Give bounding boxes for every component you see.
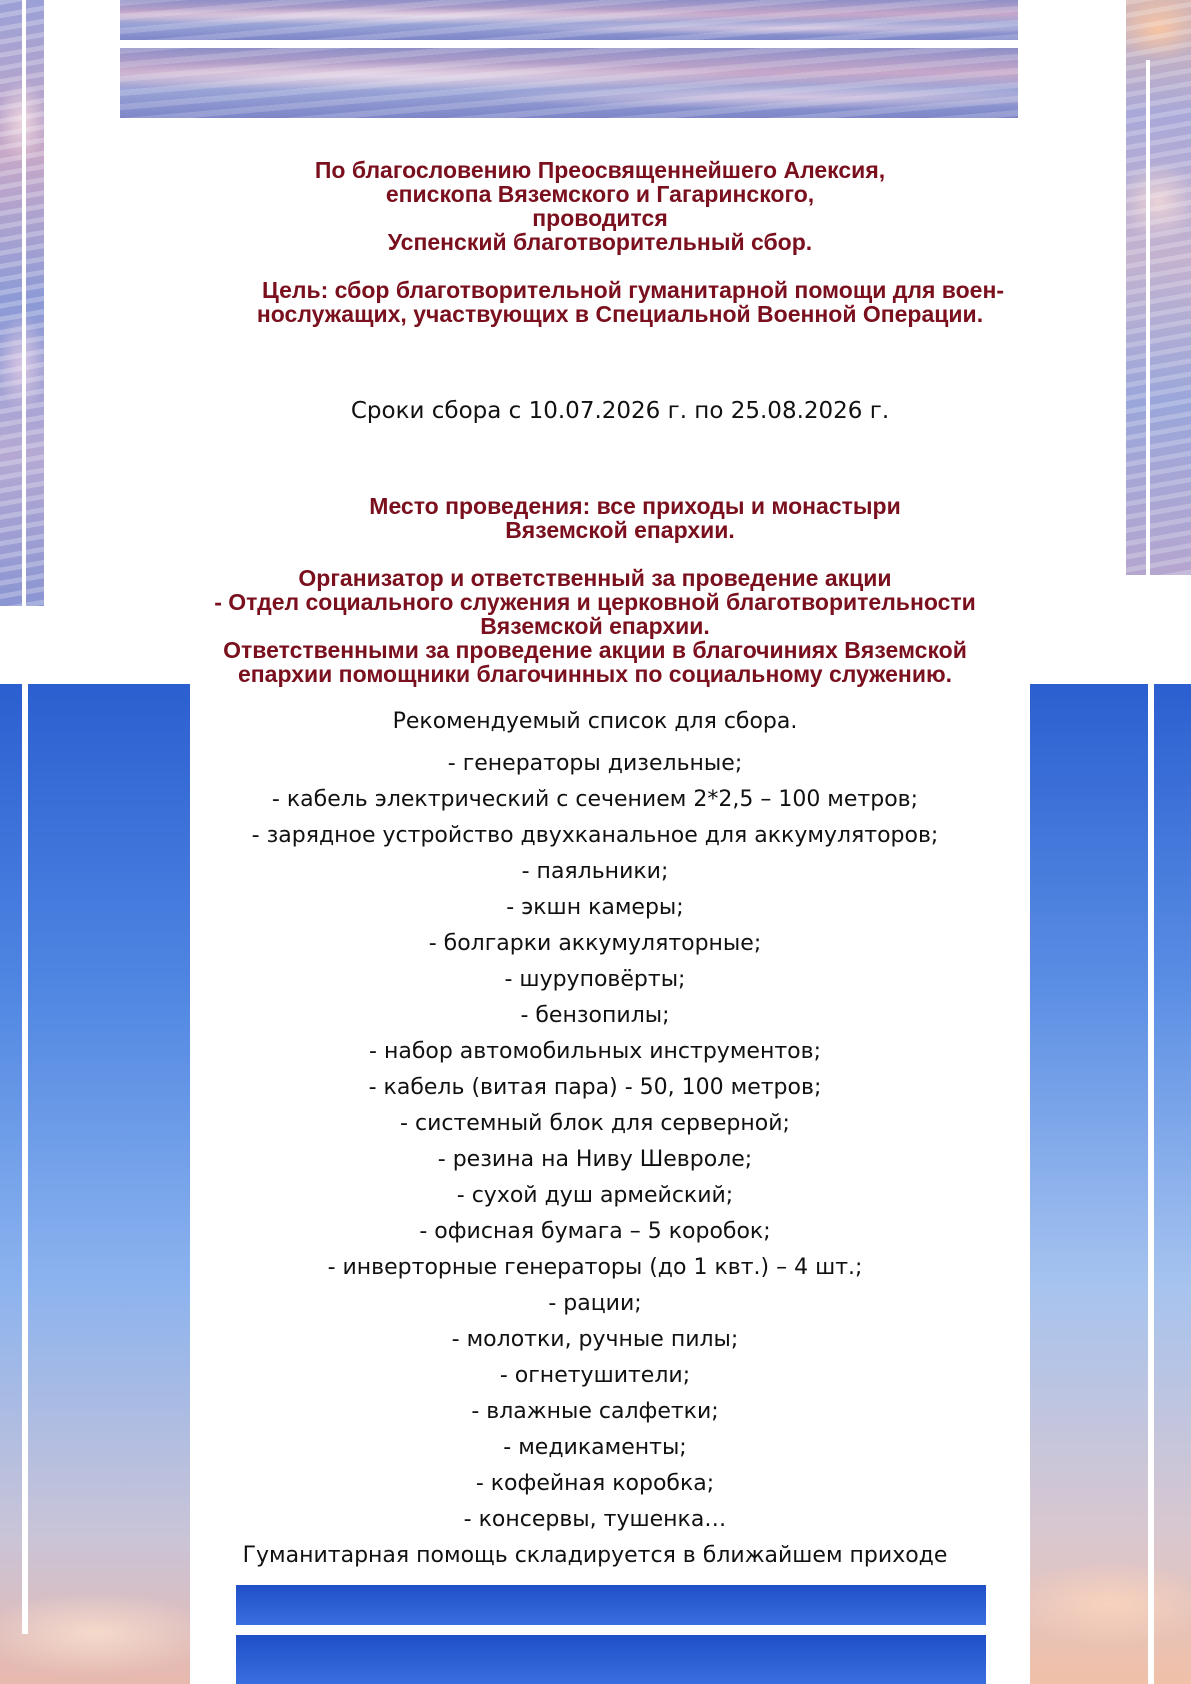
left-white-line (22, 0, 26, 606)
header-line-4: Успенский благотворительный сбор. (387, 229, 813, 255)
list-item: - шуруповёрты; (504, 967, 686, 992)
place-line-2: Вяземской епархии. (505, 517, 735, 543)
list-item: - набор автомобильных инструментов; (369, 1039, 821, 1064)
list-item: - резина на Ниву Шевроле; (437, 1147, 753, 1172)
list-item: - огнетушители; (499, 1363, 691, 1388)
list-item: - сухой душ армейский; (456, 1183, 734, 1208)
list-item: - кабель (витая пара) - 50, 100 метров; (368, 1075, 822, 1100)
lower-left-sky (0, 684, 190, 1684)
list-item: - инверторные генераторы (до 1 квт.) – 4 шт.; (327, 1255, 863, 1280)
right-white-line (1146, 60, 1150, 575)
place-block (200, 494, 1040, 542)
organizer-block (90, 566, 1100, 686)
header-line-1: По благословению Преосвященнейшего Алексия, (314, 157, 886, 183)
organizer-line-4: Ответственными за проведение акции в благочиниях Вяземской (223, 637, 967, 663)
list-item: - экшн камеры; (506, 895, 684, 920)
list-item: - влажные салфетки; (471, 1399, 719, 1424)
collection-dates: Сроки сбора с 10.07.2026 г. по 25.08.2026 г. (350, 398, 890, 424)
header-line-2: епископа Вяземского и Гагаринского, (385, 181, 815, 207)
list-item: - консервы, тушенка… (463, 1507, 727, 1532)
list-item: - бензопилы; (520, 1003, 670, 1028)
footer-note: Гуманитарная помощь складируется в ближайшем приходе (242, 1543, 948, 1568)
list-item: - системный блок для серверной; (400, 1111, 790, 1136)
bottom-blue-bar-2 (236, 1635, 986, 1684)
list-item: - паяльники; (521, 859, 669, 884)
organizer-line-3: Вяземской епархии. (480, 613, 710, 639)
list-item: - рации; (548, 1291, 642, 1316)
lower-left-white-line (22, 684, 28, 1634)
goal-block (100, 278, 1140, 326)
list-item: - зарядное устройство двухканальное для аккумуляторов; (251, 823, 939, 848)
organizer-line-2: - Отдел социального служения и церковной благотворительности (214, 589, 976, 615)
list-item: - офисная бумага – 5 коробок; (419, 1219, 771, 1244)
list-item: - болгарки аккумуляторные; (428, 931, 762, 956)
list-title: Рекомендуемый список для сбора. (392, 709, 798, 734)
lower-right-sky (1030, 684, 1191, 1684)
bottom-blue-bar-1 (236, 1585, 986, 1625)
goal-line-1: Цель: сбор благотворительной гуманитарной помощи для воен- (261, 277, 1005, 303)
header-line-3: проводится (532, 205, 668, 231)
top-cloud-band-1 (120, 0, 1018, 40)
goal-line-2: нослужащих, участвующих в Специальной Военной Операции. (256, 301, 984, 327)
list-item: - генераторы дизельные; (447, 751, 743, 776)
lower-right-white-line (1148, 684, 1154, 1684)
organizer-line-1: Организатор и ответственный за проведение акции (298, 565, 892, 591)
list-item: - кабель электрический с сечением 2*2,5 – 100 метров; (271, 787, 919, 812)
organizer-line-5: епархии помощники благочинных по социальному служению. (238, 661, 952, 687)
place-line-1: Место проведения: все приходы и монастыри (369, 493, 901, 519)
list-item: - медикаменты; (503, 1435, 687, 1460)
top-cloud-band-2 (120, 48, 1018, 118)
items-list (190, 746, 1000, 1538)
header-block (160, 158, 1040, 254)
list-item: - кофейная коробка; (475, 1471, 715, 1496)
list-item: - молотки, ручные пилы; (451, 1327, 739, 1352)
